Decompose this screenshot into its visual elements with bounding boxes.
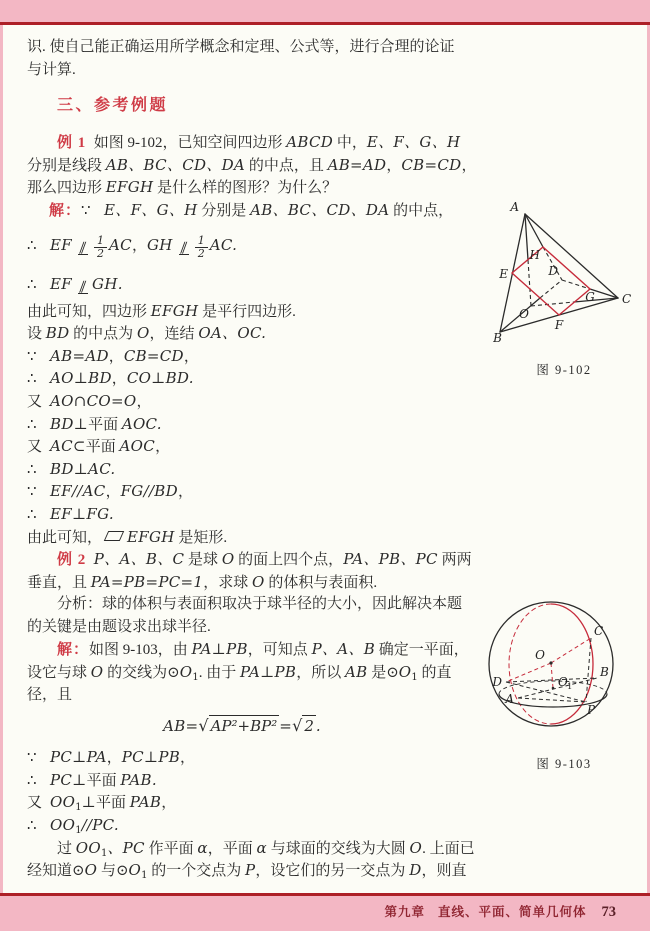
figure-caption: 图 9-102 (536, 363, 592, 377)
center-O1-dot (552, 687, 555, 690)
text-run: 平面 (96, 795, 130, 812)
label-C: C (594, 624, 604, 638)
math-run: OA、OC. (198, 324, 267, 343)
text-run: 的体积与表面积. (264, 574, 378, 591)
math-run: E、F、G、H (366, 133, 461, 152)
math-run: PA、PB、PC (343, 550, 438, 569)
text-run: 识. 使自己能正确运用所学概念和定理、公式等，进行合理的论证 (27, 39, 455, 55)
text-run: 垂直，且 (27, 574, 91, 591)
text-run (86, 552, 94, 568)
text-run: ， (386, 157, 402, 174)
label-C: C (622, 292, 632, 306)
label-O1: O (558, 675, 568, 689)
left-pink-edge (0, 25, 3, 893)
reason-symbol: ∴ (27, 276, 37, 293)
text-run: ，则直 (421, 863, 467, 880)
text-run: 由此可知，四边形 (27, 303, 151, 320)
math-run: CB=CD (401, 155, 462, 174)
text-run: ，所以 (296, 665, 345, 682)
reason-symbol: ∵ (27, 348, 37, 365)
text-run: 平面 (85, 439, 120, 456)
math-run: O (409, 838, 423, 857)
top-red-rule (0, 22, 650, 25)
math-run: GH. (92, 274, 123, 293)
point-labels (491, 624, 609, 717)
math-run: OO (50, 793, 76, 812)
text-run: 的中点，且 (245, 157, 328, 174)
label-O1-subscript: 1 (567, 682, 573, 692)
text-run: 的一个交点为 (147, 863, 246, 880)
math-run: PC⊥PB (121, 748, 181, 767)
text-run: ，设它们的另一交点为 (255, 863, 410, 880)
red-label: 例 1 (57, 135, 87, 152)
text-line (27, 36, 627, 59)
midpoint-quadrilateral-EFGH (512, 247, 590, 315)
red-label: 解： (49, 202, 82, 219)
math-run: = (279, 717, 293, 736)
top-pink-band (0, 0, 650, 22)
text-run: 如图 9-103，由 (89, 642, 192, 659)
text-run: 的中点为 (69, 326, 137, 343)
text-line (27, 390, 627, 413)
section-heading (27, 81, 627, 131)
math-run: FG//BD (120, 482, 178, 501)
subscript: 1 (75, 825, 82, 837)
label-D: D (492, 675, 502, 689)
subscript: 1 (75, 802, 82, 814)
math-run: EFGH (105, 178, 154, 197)
math-run: AB=AD (327, 155, 387, 174)
math-run: AOC (119, 437, 156, 456)
text-run: 是平行四边形. (198, 303, 296, 320)
reason-symbol: ∴ (27, 772, 37, 789)
sqrt-expression: √ AP²+BP² (198, 716, 278, 736)
math-run: EF//AC (50, 482, 106, 501)
text-run: 是球 (184, 552, 222, 569)
footer-page-number: 73 (601, 904, 616, 920)
parallel-equal-symbol: ∥ (77, 278, 89, 293)
text-run: 的面上四个点， (234, 552, 344, 569)
text-run: 与⊙ (97, 863, 129, 880)
math-run: O (90, 663, 104, 682)
text-line (27, 59, 627, 82)
text-run: 平面 (88, 416, 122, 433)
center-O-dot (549, 661, 552, 664)
figure-9-102 (478, 196, 650, 378)
label-B: B (600, 665, 609, 679)
text-line (27, 480, 627, 503)
label-B: B (493, 331, 502, 345)
math-run: AO∩CO=O (50, 391, 137, 410)
text-run: ， (105, 484, 121, 501)
text-run: 两两 (437, 552, 472, 569)
label-P: P (587, 703, 596, 717)
math-run: GH (146, 235, 178, 254)
text-line (27, 526, 627, 549)
text-run: 分别是线段 (27, 157, 106, 174)
parallel-equal-symbol: ∥ (178, 239, 190, 254)
math-run: O (221, 550, 235, 569)
subscript: 1 (100, 847, 108, 859)
page-footer (0, 896, 650, 931)
math-run: BD⊥ (50, 414, 89, 433)
text-run: ， (106, 750, 122, 767)
text-run: 与球面的交线为大圆 (266, 840, 410, 857)
math-run: CO⊥BD. (126, 369, 194, 388)
math-run: EF (50, 274, 78, 293)
label-O: O (519, 307, 529, 321)
sqrt-expression: √ 2 (292, 716, 314, 736)
text-run: ，可知点 (247, 642, 312, 659)
label-F: F (554, 318, 564, 332)
text-run: 的关键是由题设求出球半径. (27, 618, 211, 635)
math-run: CB=CD (123, 346, 184, 365)
subscript: 1 (192, 672, 199, 684)
math-run: AB= (163, 717, 199, 736)
bottom-pink-band (0, 896, 650, 931)
tetrahedron-diagram (478, 196, 650, 348)
label-O: O (535, 648, 545, 662)
reason-symbol: ∴ (27, 237, 37, 254)
reason-symbol: ∴ (27, 416, 37, 433)
math-run: BD (45, 324, 70, 343)
math-run: EF (50, 235, 78, 254)
math-run: α (256, 838, 267, 857)
text-run: 的中点， (389, 202, 454, 219)
math-run: PC⊥ (50, 770, 87, 789)
reason-symbol: ∵ (27, 484, 37, 501)
text-run: 由此可知， (27, 529, 103, 546)
subscript: 1 (141, 870, 148, 882)
text-run: 分析：球的体积与表面积取决于球半径的大小，因此解决本题 (57, 596, 463, 613)
math-run: D (409, 861, 422, 880)
text-run: 是矩形. (174, 529, 228, 546)
math-run: AB (345, 663, 368, 682)
text-line (27, 131, 627, 154)
text-run: ，求球 (203, 574, 253, 591)
reason-symbol: ∴ (27, 818, 37, 835)
math-run: O (84, 861, 98, 880)
text-run: ，连结 (149, 326, 199, 343)
math-run: ⊥ (81, 793, 96, 812)
text-run: 设它与球 (27, 665, 91, 682)
text-run: ， (177, 484, 193, 501)
math-run: BD⊥AC. (50, 459, 116, 478)
math-run: EFGH (127, 527, 175, 546)
text-run: 那么四边形 (27, 180, 106, 197)
text-run: 经知道⊙ (27, 863, 85, 880)
text-line (27, 154, 627, 177)
math-run: P、A、B (311, 640, 376, 659)
reason-symbol: ∵ (27, 750, 37, 767)
display-formula (27, 706, 457, 746)
reason-symbol: 又 (27, 393, 43, 410)
text-run: 的交线为⊙ (103, 665, 180, 682)
fraction: $\frac{1}{2}$ (94, 235, 107, 259)
math-run: PA⊥PB (239, 663, 297, 682)
parallelogram-symbol (104, 531, 124, 541)
label-A: A (505, 692, 514, 706)
math-run: E、F、G、H (104, 200, 198, 219)
text-run: ， (155, 439, 171, 456)
label-G: G (585, 290, 595, 304)
figure-caption: 图 9-103 (536, 757, 592, 771)
math-run: //PC. (81, 816, 119, 835)
text-run: . 上面已 (422, 840, 475, 857)
text-run: ，平面 (207, 840, 257, 857)
math-run: OO (50, 816, 76, 835)
text-line (27, 458, 627, 481)
text-line (27, 503, 627, 526)
text-run: 如图 9-102，已知空间四边形 (86, 135, 287, 152)
reason-symbol: 又 (27, 439, 43, 456)
math-run: OO (75, 838, 101, 857)
text-line (27, 435, 627, 458)
math-run: O (398, 663, 412, 682)
text-run: 与计算. (27, 61, 76, 78)
label-D: D (548, 264, 558, 278)
text-run: ， (180, 750, 196, 767)
math-run: EF⊥FG. (50, 504, 114, 523)
text-line (27, 548, 627, 571)
text-run: 平面 (86, 772, 121, 789)
math-run: AC (109, 235, 132, 254)
text-line (27, 791, 627, 814)
text-run: 设 (27, 326, 46, 343)
math-run: PA⊥PB (191, 640, 248, 659)
math-run: AB、BC、CD、DA (250, 200, 390, 219)
math-run: AC. (209, 235, 238, 254)
text-run: 过 (57, 840, 76, 857)
math-run: O (179, 663, 193, 682)
text-line (27, 413, 627, 436)
text-run: ， (136, 393, 152, 410)
text-line (27, 769, 627, 792)
footer-chapter-title: 直线、平面、简单几何体 (437, 905, 587, 919)
text-run: 的直 (417, 665, 452, 682)
text-run: ， (131, 237, 147, 254)
math-run: PAB (129, 793, 162, 812)
reason-symbol: ∵ (81, 202, 91, 219)
text-run: ， (183, 348, 199, 365)
math-run: AO⊥BD (50, 369, 112, 388)
reason-symbol: ∴ (27, 506, 37, 523)
text-line (27, 859, 627, 882)
fraction: $\frac{1}{2}$ (195, 235, 208, 259)
math-run: PC⊥PA (50, 748, 107, 767)
reason-symbol: ∴ (27, 461, 37, 478)
math-run: P、A、B、C (93, 550, 185, 569)
text-line (27, 837, 627, 860)
math-run: AB=AD (50, 346, 109, 365)
math-run: 、PC (107, 838, 145, 857)
text-run: 三、参考例题 (57, 97, 169, 115)
text-run: 作平面 (144, 840, 198, 857)
red-label: 解： (57, 642, 90, 659)
math-run: O (136, 324, 150, 343)
math-run: O (128, 861, 142, 880)
math-run: AC⊂ (50, 437, 86, 456)
parallel-equal-symbol: ∥ (77, 239, 89, 254)
text-run: 确定一平面， (375, 642, 469, 659)
math-run: P (245, 861, 256, 880)
text-run: ， (461, 157, 477, 174)
math-run: O (252, 572, 265, 591)
math-run: . (315, 717, 321, 736)
text-run: ， (108, 348, 124, 365)
math-run: PAB. (120, 770, 157, 789)
text-run: 是⊙ (367, 665, 399, 682)
text-run: 中， (333, 135, 367, 152)
text-run: 是什么样的图形？为什么？ (153, 180, 338, 197)
subscript: 1 (411, 672, 418, 684)
reason-symbol: ∴ (27, 371, 37, 388)
text-run: 径，且 (27, 686, 73, 703)
text-run: . 由于 (198, 665, 240, 682)
text-line (27, 814, 627, 837)
math-run: α (197, 838, 208, 857)
reason-symbol: 又 (27, 795, 43, 812)
figure-9-103 (478, 590, 650, 772)
math-run: ABCD (286, 133, 334, 152)
sphere-diagram (478, 590, 650, 742)
label-A: A (510, 200, 519, 214)
label-E: E (499, 267, 508, 281)
red-label: 例 2 (57, 552, 87, 569)
text-run: 分别是 (197, 202, 251, 219)
footer-chapter: 第九章 (384, 905, 425, 919)
math-run: AB、BC、CD、DA (105, 155, 246, 174)
math-run: EFGH (150, 301, 199, 320)
text-run: ， (111, 371, 127, 388)
math-run: AOC. (121, 414, 162, 433)
math-run: PA=PB=PC=1 (90, 572, 204, 591)
label-H: H (529, 248, 540, 262)
text-run: ， (161, 795, 177, 812)
